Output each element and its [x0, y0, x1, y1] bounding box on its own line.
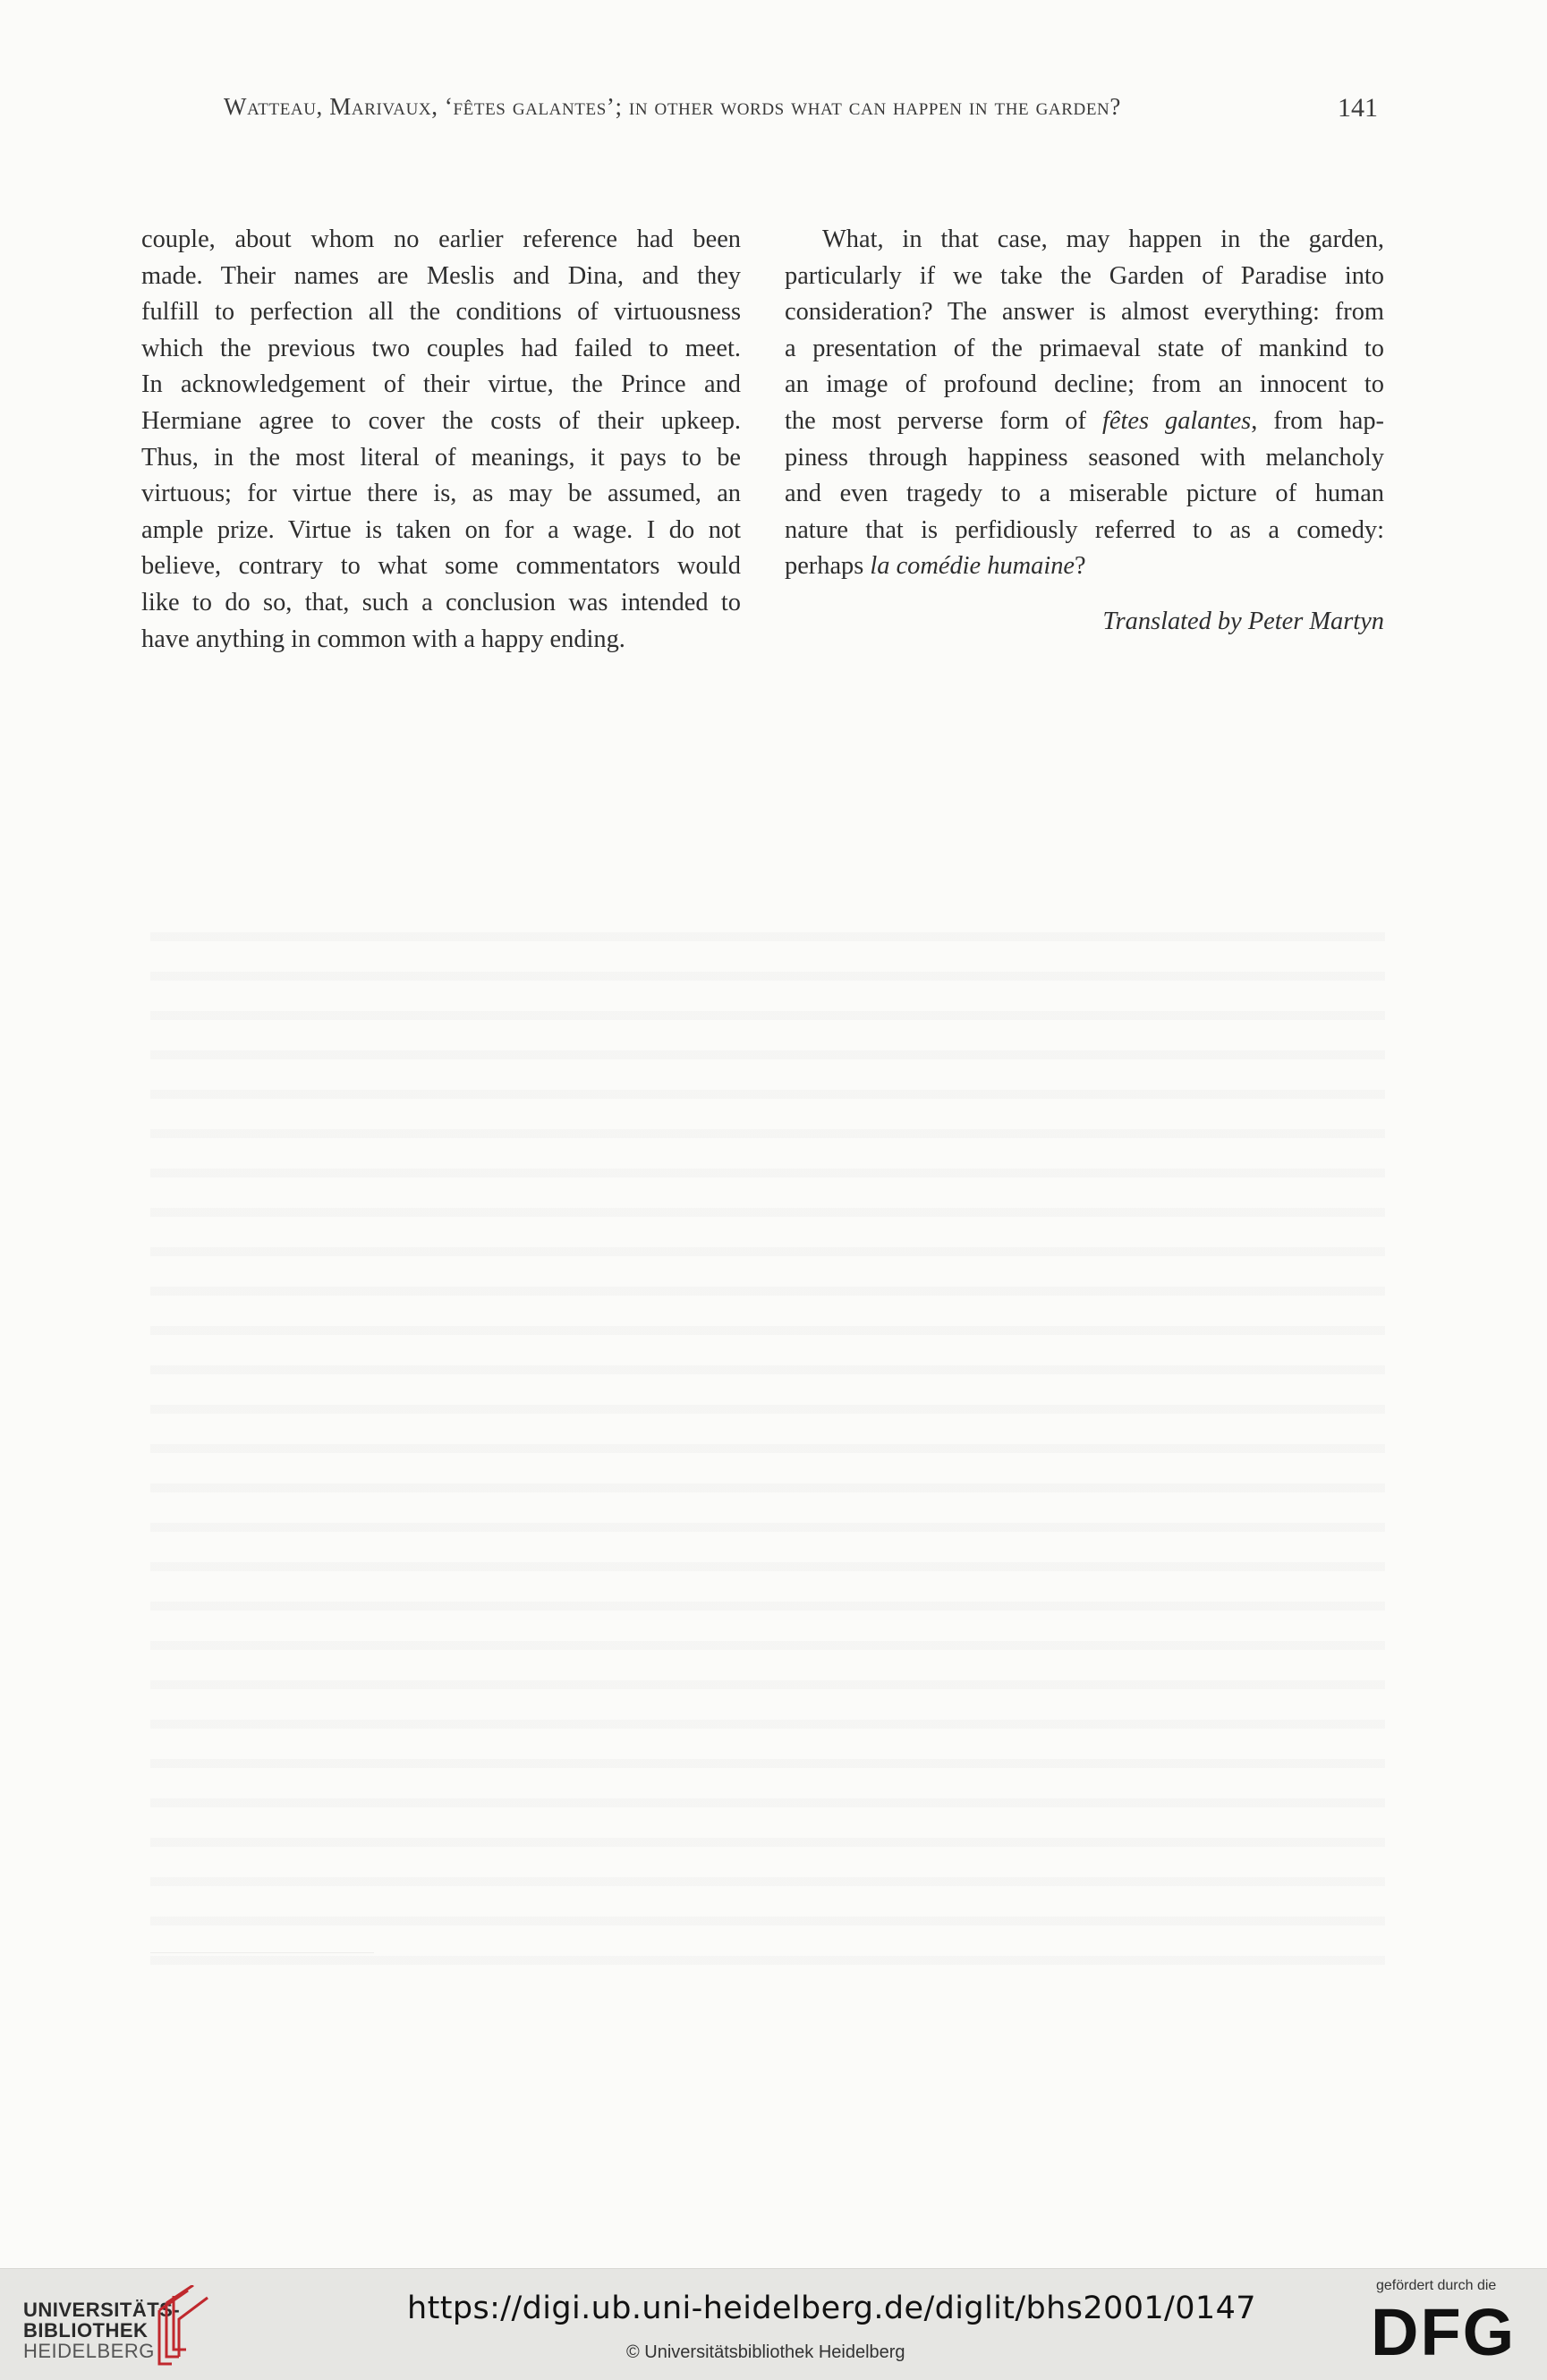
text-line: ample prize. Virtue is taken on for a wage. I do not	[141, 515, 741, 544]
text-line: In acknowledgement of their virtue, the Prince and	[141, 370, 741, 399]
text-line: piness through happiness seasoned with melancholy	[785, 443, 1384, 472]
text-segment: ?	[1075, 552, 1086, 581]
text-line: have anything in common with a happy ending.	[141, 625, 625, 653]
text-line: and even tragedy to a miserable picture of human	[785, 480, 1384, 508]
text-line: nature that is perfidiously referred to as a comedy:	[785, 515, 1384, 544]
permalink-url[interactable]: https://digi.ub.uni-heidelberg.de/diglit/bhs2001/0147	[407, 2291, 1256, 2326]
right-column	[785, 222, 1384, 641]
digitization-footer	[0, 2268, 1547, 2380]
text-line: What, in that case, may happen in the garden,	[822, 225, 1384, 253]
text-line: couple, about whom no earlier reference had been	[141, 225, 741, 253]
ub-heidelberg-logo-icon	[152, 2285, 217, 2372]
text-line: believe, contrary to what some commentators would	[141, 552, 741, 581]
italic-term: fêtes galantes	[1101, 406, 1252, 435]
dfg-logo: DFG	[1371, 2295, 1517, 2369]
left-column	[141, 222, 741, 658]
library-city: HEIDELBERG	[23, 2340, 155, 2362]
text-line: like to do so, that, such a conclusion was intended to	[141, 588, 741, 616]
translator-credit: Translated by Peter Martyn	[1102, 607, 1384, 635]
text-line: made. Their names are Meslis and Dina, and they	[141, 261, 741, 290]
text-segment: the most perverse form of	[785, 406, 1102, 435]
show-through-rule	[150, 1952, 374, 1953]
text-line: consideration? The answer is almost everything: from	[785, 298, 1384, 327]
show-through-text	[150, 913, 1385, 1968]
text-line	[785, 548, 1384, 585]
text-segment: , from hap-	[1251, 406, 1384, 435]
text-line	[785, 404, 1384, 440]
library-name-line: UNIVERSITÄTS-	[23, 2299, 181, 2321]
running-head	[224, 93, 1369, 121]
italic-term: la comédie humaine	[870, 552, 1075, 581]
running-title: Watteau, Marivaux, ‘fêtes galantes’; in other words what can happen in the garden?	[224, 93, 1121, 120]
copyright-notice: © Universitätsbibliothek Heidelberg	[626, 2342, 905, 2362]
text-line: fulfill to perfection all the conditions of virtuousness	[141, 298, 741, 327]
text-line: Thus, in the most literal of meanings, it pays to be	[141, 443, 741, 472]
text-line: which the previous two couples had failed to meet.	[141, 334, 741, 362]
text-line: particularly if we take the Garden of Paradise into	[785, 261, 1384, 290]
funding-label: gefördert durch die	[1376, 2278, 1497, 2293]
page-number: 141	[1338, 93, 1378, 123]
text-line: virtuous; for virtue there is, as may be assumed, an	[141, 480, 741, 508]
text-line: Hermiane agree to cover the costs of their upkeep.	[141, 406, 741, 435]
text-line: an image of profound decline; from an innocent to	[785, 370, 1384, 399]
text-line: a presentation of the primaeval state of mankind to	[785, 334, 1384, 362]
text-segment: perhaps	[785, 552, 871, 581]
library-name-line: BIBLIOTHEK	[23, 2319, 149, 2342]
